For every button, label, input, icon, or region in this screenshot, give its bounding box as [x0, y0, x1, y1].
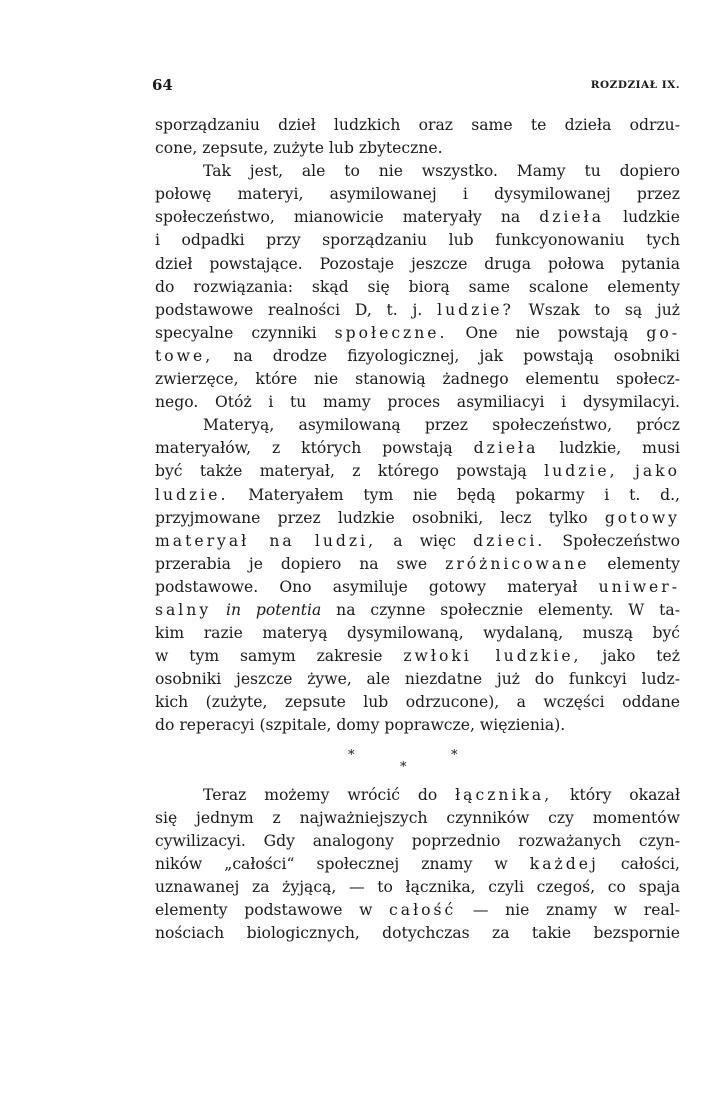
spaced-emphasis: dzieła	[539, 208, 605, 227]
text-line: osobniki jeszcze żywe, ale niezdatne już do funkcyi ludz-	[155, 670, 680, 689]
text-line	[155, 645, 680, 668]
text-span: Społeczeństwo	[545, 531, 680, 550]
text-line: nego. Otóż i tu mamy proces asymiliacyi i dysymilacyi.	[155, 393, 680, 412]
text-span: na drodze fizyologicznej, jak powstają osobniki	[213, 346, 680, 365]
text-line	[155, 345, 680, 368]
text-span	[618, 462, 635, 480]
asterisk-ornament: *	[451, 747, 458, 763]
text-line: Tak jest, ale to nie wszystko. Mamy tu dopiero	[203, 162, 680, 181]
running-head: ROZDZIAŁ IX.	[590, 79, 680, 91]
spaced-emphasis: uniwer-	[598, 577, 680, 596]
asterisk-ornament: *	[400, 759, 407, 775]
spaced-emphasis: każdej	[529, 854, 599, 873]
text-line	[155, 484, 680, 507]
text-span: społeczeństwo, mianowicie materyały na	[155, 208, 540, 227]
text-span: materyałów, z których powstają	[155, 439, 474, 458]
text-span: a więc	[376, 531, 474, 550]
text-line	[155, 206, 680, 229]
section-separator	[155, 738, 680, 784]
spaced-emphasis: salny	[155, 600, 212, 619]
spaced-emphasis: towe,	[155, 346, 214, 365]
page-header	[152, 76, 680, 96]
text-line	[155, 322, 680, 345]
paragraph-1	[155, 114, 680, 160]
text-span: na czynne społecznie elementy. W ta-	[321, 600, 680, 619]
text-span: przerabia je dopiero na swe	[155, 554, 446, 573]
text-line: kich (zużyte, zepsute lub odrzucone), a wczęści oddane	[155, 693, 680, 712]
spaced-emphasis: całość	[389, 901, 457, 919]
text-span: podstawowe. Ono asymiluje gotowy materyał	[155, 577, 599, 596]
text-line: Materyą, asymilowaną przez społeczeństwo, prócz	[203, 416, 680, 435]
text-line	[155, 507, 680, 530]
text-span: — nie znamy w real-	[456, 901, 680, 919]
text-line: sporządzaniu dzieł ludzkich oraz same te dzieła odrzu-	[155, 116, 680, 134]
text-line	[155, 599, 680, 622]
spaced-emphasis: jako	[635, 462, 680, 481]
text-span: być także materyał, z którego powstają	[155, 462, 545, 481]
text-span	[211, 601, 226, 619]
text-line: nościach biologicznych, dotychczas za takie bezspornie	[155, 924, 680, 943]
text-line	[155, 299, 680, 322]
paragraph-2	[155, 160, 680, 414]
text-line: do rozwiązania: skąd się biorą same scalone elementy	[155, 277, 680, 296]
text-line: zwierzęce, które nie stanowią żadnego elementu społecz-	[155, 370, 680, 389]
text-span: Materyałem tym nie będą pokarmy i t. d.,	[228, 485, 680, 504]
paragraph-4	[155, 784, 680, 946]
spaced-emphasis: zwłoki ludzkie,	[403, 647, 582, 666]
text-line	[155, 576, 680, 599]
text-line: się jednym z najważniejszych czynników czy momentów	[155, 808, 680, 827]
text-span: podstawowe realności D, t. j.	[155, 300, 438, 319]
spaced-emphasis: ludzie,	[544, 462, 618, 481]
page-body	[155, 114, 680, 945]
text-line: kim razie materyą dysymilowaną, wydalaną, muszą być	[155, 624, 680, 643]
text-line: uznawanej za żyjącą, — to łącznika, czyli czegoś, co spaja	[155, 877, 680, 896]
asterisk-ornament: *	[348, 747, 355, 763]
text-line	[155, 553, 680, 576]
text-span: całości,	[598, 854, 680, 873]
paragraph-3	[155, 414, 680, 737]
text-line: połowę materyi, asymilowanej i dysymilowanej przez	[155, 185, 680, 204]
spaced-emphasis: gotowy	[604, 508, 680, 527]
spaced-emphasis: zróżnicowane	[445, 554, 590, 573]
italic-phrase: in potentia	[225, 600, 322, 619]
spaced-emphasis: łącznika,	[455, 785, 553, 804]
text-line	[155, 784, 680, 807]
text-span: w tym samym zakresie	[155, 647, 404, 666]
text-line: dzieł powstające. Pozostaje jeszcze druga połowa pytania	[155, 254, 680, 273]
text-span: Wszak to są już	[513, 300, 680, 319]
spaced-emphasis: społeczne.	[334, 323, 448, 342]
text-line: cone, zepsute, zużyte lub zbyteczne.	[155, 139, 443, 158]
text-span: ludzkie	[604, 208, 680, 227]
spaced-emphasis: ludzie.	[155, 485, 229, 504]
text-line	[155, 437, 680, 460]
spaced-emphasis: materyał na ludzi,	[155, 531, 377, 550]
text-span: specyalne czynniki	[155, 323, 335, 342]
text-span: Teraz możemy wrócić do	[203, 785, 456, 804]
spaced-emphasis: go-	[646, 323, 680, 342]
text-span: ludzkie, musi	[538, 439, 680, 458]
text-line: i odpadki przy sporządzaniu lub funkcyonowaniu tych	[155, 231, 680, 250]
text-span: elementy podstawowe w	[155, 901, 390, 919]
spaced-emphasis: ludzie?	[437, 300, 514, 319]
page-number: 64	[152, 76, 173, 94]
text-span: One nie powstają	[447, 323, 647, 342]
text-span: ników „całości“ społecznej znamy w	[155, 854, 530, 873]
text-line	[155, 853, 680, 876]
text-line	[155, 899, 680, 922]
text-span: przyjmowane przez ludzkie osobniki, lecz tylko	[155, 508, 605, 527]
text-span: który okazał	[552, 785, 680, 804]
text-span: elementy	[589, 554, 680, 573]
text-line: cywilizacyi. Gdy analogony poprzednio rozważanych czyn-	[155, 831, 680, 850]
text-line	[155, 530, 680, 553]
text-line	[155, 460, 680, 483]
text-span: jako też	[581, 647, 680, 666]
text-line: do reperacyi (szpitale, domy poprawcze, więzienia).	[155, 716, 566, 735]
spaced-emphasis: dzieci.	[473, 531, 546, 550]
spaced-emphasis: dzieła	[473, 439, 539, 458]
